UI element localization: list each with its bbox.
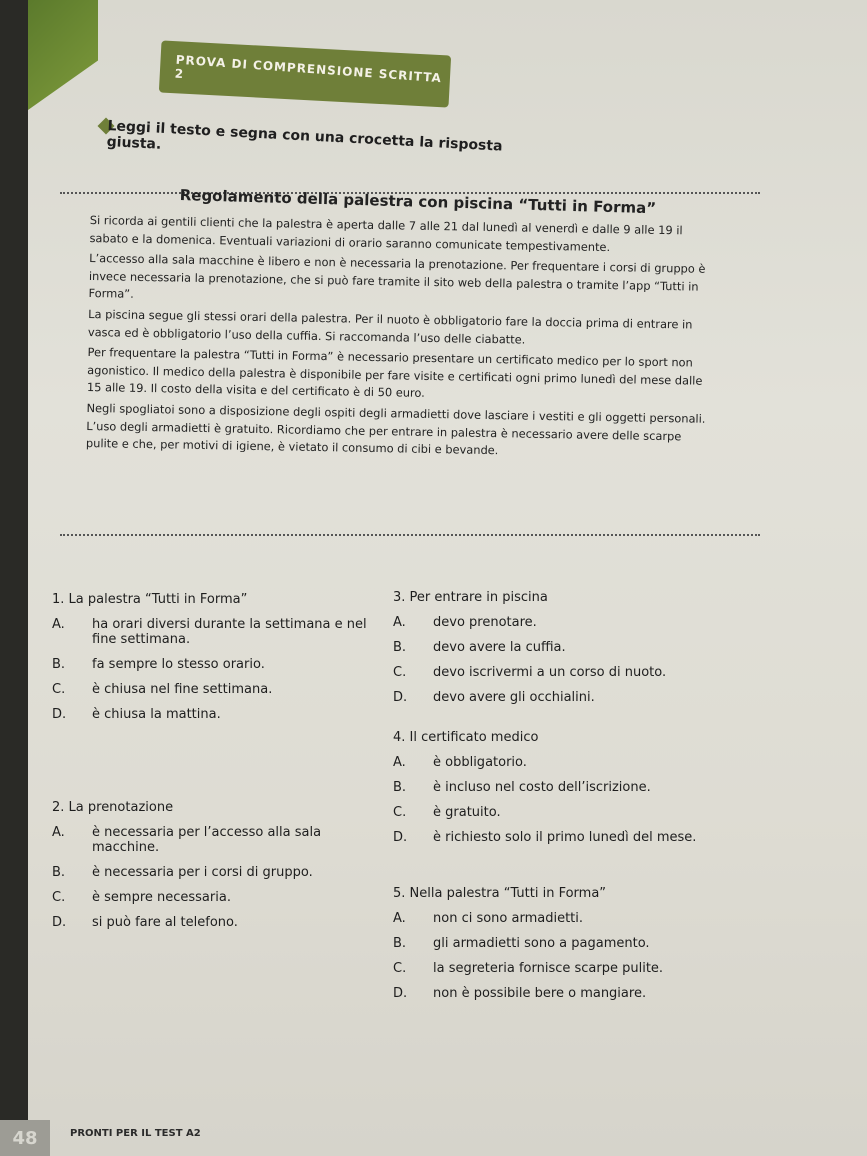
reading-paragraph: L’accesso alla sala macchine è libero e non è necessaria la prenotazione. Per frequentare i corsi di gruppo è invece necessaria la prenotazione, che si può fare tramite il sito web della palestra o tramite l’app “Tutti in Forma”.: [88, 251, 706, 302]
question-title: 3. Per entrare in piscina: [393, 590, 548, 605]
question-1: [52, 592, 382, 722]
reading-paragraph: Negli spogliatoi sono a disposizione degli ospiti degli armadietti dove lasciare i vestiti e gli oggetti personali. L’uso degli armadietti è gratuito. Ricordiamo che per entrare in palestra è necessario avere delle scarpe pulite e che, per motivi di igiene, è vietato il consumo di cibi e bevande.: [85, 400, 706, 458]
page-number: 48: [0, 1120, 50, 1156]
answer-option[interactable]: B. devo avere la cuffia.: [393, 640, 566, 655]
answer-option[interactable]: C. è sempre necessaria.: [52, 890, 231, 905]
reading-paragraph: La piscina segue gli stessi orari della palestra. Per il nuoto è obbligatorio fare la doccia prima di entrare in vasca ed è obbligatorio l’uso della cuffia. Si raccomanda l’uso delle ciabatte.: [87, 306, 693, 347]
banner-title: PROVA DI COMPRENSIONE SCRITTA 2: [174, 52, 443, 86]
answer-option[interactable]: A. è obbligatorio.: [393, 755, 527, 770]
question-title: 5. Nella palestra “Tutti in Forma”: [393, 886, 607, 901]
question-5: [393, 886, 793, 1001]
answer-option[interactable]: C. devo iscrivermi a un corso di nuoto.: [393, 665, 667, 680]
question-4: [393, 730, 793, 845]
answer-option[interactable]: A. ha orari diversi durante la settimana e nel fine settimana.: [52, 617, 367, 647]
answer-option[interactable]: B. è necessaria per i corsi di gruppo.: [52, 865, 313, 880]
question-title: 1. La palestra “Tutti in Forma”: [52, 592, 248, 607]
answer-option[interactable]: D. è chiusa la mattina.: [52, 707, 221, 722]
book-title: PRONTI PER IL TEST A2: [70, 1128, 201, 1139]
answer-option[interactable]: D. devo avere gli occhialini.: [393, 690, 595, 705]
question-3: [393, 590, 793, 705]
answer-option[interactable]: C. è gratuito.: [393, 805, 501, 820]
answer-option[interactable]: B. gli armadietti sono a pagamento.: [393, 936, 650, 951]
question-2: [52, 800, 382, 930]
reading-paragraph: Si ricorda ai gentili clienti che la palestra è aperta dalle 7 alle 21 dal lunedì al venerdì e dalle 9 alle 19 il sabato e la domenica. Eventuali variazioni di orario saranno comunicate tempestivamente.: [89, 212, 683, 254]
question-title: 4. Il certificato medico: [393, 730, 539, 745]
answer-option[interactable]: C. è chiusa nel fine settimana.: [52, 682, 273, 697]
answer-option[interactable]: A. devo prenotare.: [393, 615, 537, 630]
answer-option[interactable]: D. è richiesto solo il primo lunedì del mese.: [393, 830, 697, 845]
answer-option[interactable]: C. la segreteria fornisce scarpe pulite.: [393, 961, 664, 976]
reading-title: Regolamento della palestra con piscina “Tutti in Forma”: [179, 186, 657, 218]
reading-paragraph: Per frequentare la palestra “Tutti in Forma” è necessario presentare un certificato medico per lo sport non agonistico. Il medico della palestra è disponibile per fare visite e certificati ogni primo lunedì del mese dalle 15 alle 19. Il costo della visita e del certificato è di 50 euro.: [86, 345, 703, 401]
reading-text: [86, 212, 710, 467]
answer-option[interactable]: D. non è possibile bere o mangiare.: [393, 986, 647, 1001]
answer-option[interactable]: D. si può fare al telefono.: [52, 915, 238, 930]
answer-option[interactable]: A. non ci sono armadietti.: [393, 911, 584, 926]
question-title: 2. La prenotazione: [52, 800, 174, 815]
instruction-text: Leggi il testo e segna con una crocetta la risposta giusta.: [106, 118, 503, 155]
answer-option[interactable]: B. fa sempre lo stesso orario.: [52, 657, 265, 672]
answer-option[interactable]: B. è incluso nel costo dell’iscrizione.: [393, 780, 651, 795]
answer-option[interactable]: A. è necessaria per l’accesso alla sala macchine.: [52, 825, 322, 855]
